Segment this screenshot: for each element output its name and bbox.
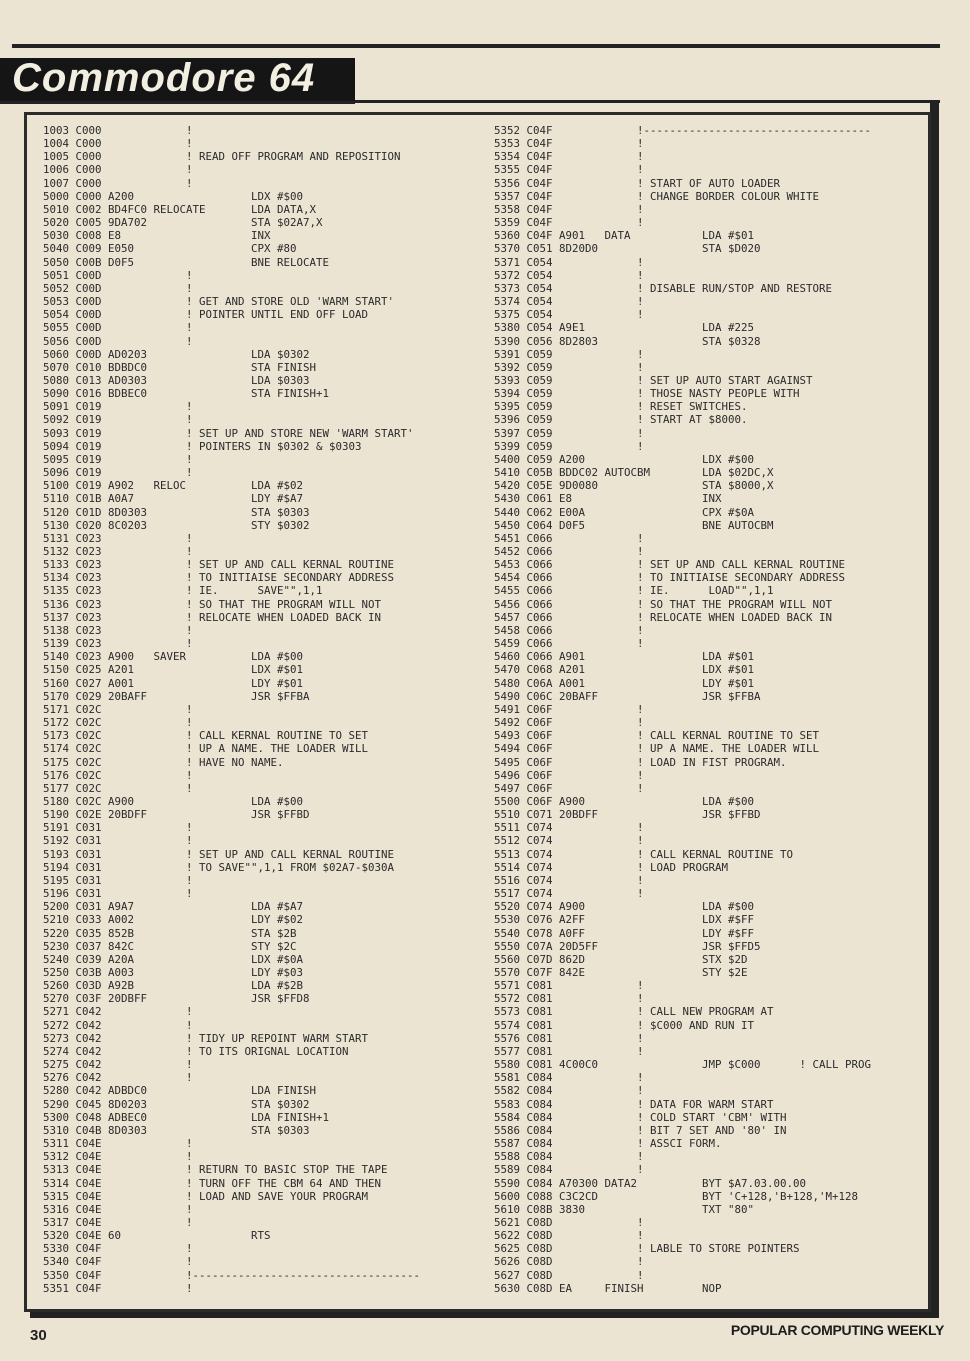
listing-line: 5392 C059 !	[494, 360, 644, 374]
listing-line: 5060 C00D AD0203 LDA $0302	[43, 347, 310, 361]
listing-line: 5172 C02C !	[43, 716, 193, 730]
listing-line: 5621 C08D !	[494, 1215, 644, 1229]
frame-shadow-bottom	[30, 1312, 939, 1318]
listing-line: 5096 C019 !	[43, 466, 193, 480]
listing-line: 5080 C013 AD0303 LDA $0303	[43, 373, 310, 387]
listing-line: 5370 C051 8D20D0 STA $D020	[494, 242, 761, 256]
listing-line: 5000 C000 A200 LDX #$00	[43, 189, 304, 203]
listing-line: 5394 C059 ! THOSE NASTY PEOPLE WITH	[494, 387, 800, 401]
listing-line: 5520 C074 A900 LDA #$00	[494, 900, 755, 914]
listing-line: 5055 C00D !	[43, 321, 193, 335]
listing-line: 5010 C002 BD4FC0 RELOCATE LDA DATA,X	[43, 202, 317, 216]
listing-line: 5354 C04F !	[494, 150, 644, 164]
listing-line: 5589 C084 !	[494, 1163, 644, 1177]
listing-line: 5550 C07A 20D5FF JSR $FFD5	[494, 939, 761, 953]
listing-line: 5430 C061 E8 INX	[494, 492, 722, 506]
listing-line: 5480 C06A A001 LDY #$01	[494, 676, 755, 690]
listing-line: 5171 C02C !	[43, 702, 193, 716]
listing-line: 5375 C054 !	[494, 308, 644, 322]
listing-line: 5494 C06F ! UP A NAME. THE LOADER WILL	[494, 742, 820, 756]
listing-line: 5496 C06F !	[494, 768, 644, 782]
listing-line: 5625 C08D ! LABLE TO STORE POINTERS	[494, 1242, 800, 1256]
listing-line: 5312 C04E !	[43, 1150, 193, 1164]
listing-line: 5051 C00D !	[43, 268, 193, 282]
listing-line: 5136 C023 ! SO THAT THE PROGRAM WILL NOT	[43, 597, 382, 611]
listing-line: 5175 C02C ! HAVE NO NAME.	[43, 755, 284, 769]
listing-line: 5360 C04F A901 DATA LDA #$01	[494, 229, 755, 243]
listing-line: 5272 C042 !	[43, 1018, 193, 1032]
listing-line: 5510 C071 20BDFF JSR $FFBD	[494, 808, 761, 822]
listing-line: 5280 C042 ADBDC0 LDA FINISH	[43, 1084, 317, 1098]
section-banner	[0, 58, 355, 104]
listing-line: 5260 C03D A92B LDA #$2B	[43, 979, 304, 993]
listing-line: 5091 C019 !	[43, 400, 193, 414]
listing-line: 5587 C084 ! ASSCI FORM.	[494, 1137, 722, 1151]
listing-line: 5271 C042 !	[43, 1005, 193, 1019]
listing-line: 5380 C054 A9E1 LDA #225	[494, 321, 755, 335]
listing-line: 5393 C059 ! SET UP AUTO START AGAINST	[494, 373, 813, 387]
listing-line: 5314 C04E ! TURN OFF THE CBM 64 AND THEN	[43, 1176, 382, 1190]
listing-line: 5371 C054 !	[494, 255, 644, 269]
listing-line: 5390 C056 8D2803 STA $0328	[494, 334, 761, 348]
listing-line: 5052 C00D !	[43, 281, 193, 295]
listing-line: 5358 C04F !	[494, 202, 644, 216]
listing-line: 5391 C059 !	[494, 347, 644, 361]
listing-line: 5440 C062 E00A CPX #$0A	[494, 505, 755, 519]
listing-line: 5094 C019 ! POINTERS IN $0302 & $0303	[43, 439, 362, 453]
listing-line: 1005 C000 ! READ OFF PROGRAM AND REPOSITION	[43, 150, 401, 164]
listing-line: 5395 C059 ! RESET SWITCHES.	[494, 400, 748, 414]
listing-line: 5173 C02C ! CALL KERNAL ROUTINE TO SET	[43, 729, 369, 743]
listing-line: 5110 C01B A0A7 LDY #$A7	[43, 492, 304, 506]
listing-line: 5497 C06F !	[494, 781, 644, 795]
listing-line: 5230 C037 842C STY $2C	[43, 939, 297, 953]
listing-line: 5397 C059 !	[494, 426, 644, 440]
listing-line: 5176 C02C !	[43, 768, 193, 782]
listing-line: 5191 C031 !	[43, 821, 193, 835]
listing-line: 5516 C074 !	[494, 873, 644, 887]
listing-line: 5250 C03B A003 LDY #$03	[43, 966, 304, 979]
listing-line: 5458 C066 !	[494, 623, 644, 637]
listing-line: 5420 C05E 9D0080 STA $8000,X	[494, 479, 774, 493]
listing-line: 5193 C031 ! SET UP AND CALL KERNAL ROUTINE	[43, 847, 395, 861]
listing-line: 5511 C074 !	[494, 821, 644, 835]
listing-line: 5315 C04E ! LOAD AND SAVE YOUR PROGRAM	[43, 1189, 369, 1203]
page-number: 30	[30, 1327, 47, 1344]
listing-line: 5373 C054 ! DISABLE RUN/STOP AND RESTORE	[494, 281, 833, 295]
listing-line: 5194 C031 ! TO SAVE"",1,1 FROM $02A7-$030A	[43, 860, 395, 874]
listing-line: 5500 C06F A900 LDA #$00	[494, 794, 755, 808]
listing-line: 5131 C023 !	[43, 531, 193, 545]
listing-line: 5399 C059 !	[494, 439, 644, 453]
listing-line: 5512 C074 !	[494, 834, 644, 848]
listing-line: 5330 C04F !	[43, 1242, 193, 1256]
listing-line: 5275 C042 !	[43, 1058, 193, 1072]
listing-line: 5340 C04F !	[43, 1255, 193, 1269]
listing-line: 5577 C081 !	[494, 1044, 644, 1058]
listing-line: 5576 C081 !	[494, 1031, 644, 1045]
listing-line: 5135 C023 ! IE. SAVE"",1,1	[43, 584, 323, 598]
listing-line: 5150 C025 A201 LDX #$01	[43, 663, 304, 677]
listing-line: 5196 C031 !	[43, 887, 193, 901]
listing-line: 5200 C031 A9A7 LDA #$A7	[43, 900, 304, 914]
listing-line: 5574 C081 ! $C000 AND RUN IT	[494, 1018, 755, 1032]
listing-line: 5492 C06F !	[494, 716, 644, 730]
listing-line: 5493 C06F ! CALL KERNAL ROUTINE TO SET	[494, 729, 820, 743]
listing-line: 5457 C066 ! RELOCATE WHEN LOADED BACK IN	[494, 610, 833, 624]
frame-shadow-right	[930, 102, 939, 1315]
listing-line: 5311 C04E !	[43, 1137, 193, 1151]
listing-line: 5454 C066 ! TO INITIAISE SECONDARY ADDRESS	[494, 571, 846, 585]
listing-line: 5054 C00D ! POINTER UNTIL END OFF LOAD	[43, 308, 369, 322]
listing-line: 5316 C04E !	[43, 1202, 193, 1216]
listing-line: 5452 C066 !	[494, 545, 644, 558]
listing-line: 5610 C08B 3830 TXT "80"	[494, 1202, 755, 1216]
banner-rule	[355, 100, 940, 103]
listing-line: 5456 C066 ! SO THAT THE PROGRAM WILL NOT	[494, 597, 833, 611]
listing-line: 5177 C02C !	[43, 781, 193, 795]
listing-line: 5240 C039 A20A LDX #$0A	[43, 952, 304, 966]
magazine-name: POPULAR COMPUTING WEEKLY	[730, 1322, 944, 1338]
listing-line: 5517 C074 !	[494, 887, 644, 901]
listing-line: 5630 C08D EA FINISH NOP	[494, 1281, 722, 1295]
listing-line: 5590 C084 A70300 DATA2 BYT $A7.03.00.00	[494, 1176, 807, 1190]
listing-line: 5580 C081 4C00C0 JMP $C000 ! CALL PROG	[494, 1058, 872, 1072]
listing-line: 5132 C023 !	[43, 545, 193, 558]
listing-line: 5120 C01D 8D0303 STA $0303	[43, 505, 310, 519]
listing-line: 5455 C066 ! IE. LOAD"",1,1	[494, 584, 774, 598]
listing-line: 5274 C042 ! TO ITS ORIGNAL LOCATION	[43, 1044, 349, 1058]
listing-line: 5540 C078 A0FF LDY #$FF	[494, 926, 755, 940]
listing-column-right	[494, 124, 924, 1295]
listing-line: 5160 C027 A001 LDY #$01	[43, 676, 304, 690]
listing-line: 5450 C064 D0F5 BNE AUTOCBM	[494, 518, 774, 532]
listing-line: 5195 C031 !	[43, 873, 193, 887]
listing-line: 5040 C009 E050 CPX #80	[43, 242, 297, 256]
listing-line: 5140 C023 A900 SAVER LDA #$00	[43, 650, 304, 664]
listing-line: 5090 C016 BDBEC0 STA FINISH+1	[43, 387, 330, 401]
listing-line: 5372 C054 !	[494, 268, 644, 282]
listing-line: 5300 C048 ADBEC0 LDA FINISH+1	[43, 1110, 330, 1124]
listing-line: 5092 C019 !	[43, 413, 193, 427]
listing-line: 5351 C04F !	[43, 1281, 193, 1295]
listing-line: 5584 C084 ! COLD START 'CBM' WITH	[494, 1110, 787, 1124]
listing-line: 5586 C084 ! BIT 7 SET AND '80' IN	[494, 1123, 787, 1137]
listing-line: 5270 C03F 20DBFF JSR $FFD8	[43, 992, 310, 1006]
listing-line: 5317 C04E !	[43, 1215, 193, 1229]
listing-line: 5573 C081 ! CALL NEW PROGRAM AT	[494, 1005, 774, 1019]
listing-line: 5220 C035 852B STA $2B	[43, 926, 297, 940]
listing-line: 1003 C000 !	[43, 124, 193, 137]
listing-line: 5050 C00B D0F5 BNE RELOCATE	[43, 255, 330, 269]
listing-line: 5570 C07F 842E STY $2E	[494, 966, 748, 979]
listing-line: 5210 C033 A002 LDY #$02	[43, 913, 304, 927]
listing-line: 5355 C04F !	[494, 163, 644, 177]
listing-line: 5410 C05B BDDC02 AUTOCBM LDA $02DC,X	[494, 466, 774, 480]
listing-line: 5581 C084 !	[494, 1071, 644, 1085]
listing-line: 5356 C04F ! START OF AUTO LOADER	[494, 176, 781, 190]
listing-line: 1006 C000 !	[43, 163, 193, 177]
listing-line: 5451 C066 !	[494, 531, 644, 545]
listing-line: 1007 C000 !	[43, 176, 193, 190]
listing-line: 5053 C00D ! GET AND STORE OLD 'WARM START'	[43, 295, 395, 309]
listing-line: 5310 C04B 8D0303 STA $0303	[43, 1123, 310, 1137]
listing-line: 5459 C066 !	[494, 637, 644, 651]
listing-line: 5357 C04F ! CHANGE BORDER COLOUR WHITE	[494, 189, 820, 203]
listing-line: 5170 C029 20BAFF JSR $FFBA	[43, 689, 310, 703]
listing-line: 5192 C031 !	[43, 834, 193, 848]
listing-line: 5622 C08D !	[494, 1229, 644, 1243]
listing-line: 5530 C076 A2FF LDX #$FF	[494, 913, 755, 927]
listing-line: 5320 C04E 60 RTS	[43, 1229, 271, 1243]
listing-line: 5514 C074 ! LOAD PROGRAM	[494, 860, 729, 874]
listing-line: 5313 C04E ! RETURN TO BASIC STOP THE TAPE	[43, 1163, 388, 1177]
listing-line: 5396 C059 ! START AT $8000.	[494, 413, 748, 427]
listing-line: 5572 C081 !	[494, 992, 644, 1006]
listing-line: 5560 C07D 862D STX $2D	[494, 952, 748, 966]
listing-line: 5490 C06C 20BAFF JSR $FFBA	[494, 689, 761, 703]
listing-line: 5134 C023 ! TO INITIAISE SECONDARY ADDRESS	[43, 571, 395, 585]
listing-line: 5513 C074 ! CALL KERNAL ROUTINE TO	[494, 847, 794, 861]
listing-line: 5588 C084 !	[494, 1150, 644, 1164]
listing-line: 5627 C08D !	[494, 1268, 644, 1282]
listing-line: 5571 C081 !	[494, 979, 644, 993]
listing-line: 5273 C042 ! TIDY UP REPOINT WARM START	[43, 1031, 369, 1045]
listing-line: 5133 C023 ! SET UP AND CALL KERNAL ROUTINE	[43, 558, 395, 572]
listing-line: 5020 C005 9DA702 STA $02A7,X	[43, 216, 323, 230]
listing-line: 5180 C02C A900 LDA #$00	[43, 794, 304, 808]
listing-line: 5137 C023 ! RELOCATE WHEN LOADED BACK IN	[43, 610, 382, 624]
listing-line: 5583 C084 ! DATA FOR WARM START	[494, 1097, 774, 1111]
listing-line: 5600 C088 C3C2CD BYT 'C+128,'B+128,'M+128	[494, 1189, 859, 1203]
listing-line: 5190 C02E 20BDFF JSR $FFBD	[43, 808, 310, 822]
listing-line: 5056 C00D !	[43, 334, 193, 348]
listing-line: 5353 C04F !	[494, 137, 644, 151]
section-title: Commodore 64	[12, 56, 316, 100]
listing-column-left	[43, 124, 473, 1295]
listing-line: 5030 C008 E8 INX	[43, 229, 271, 243]
listing-line: 5070 C010 BDBDC0 STA FINISH	[43, 360, 317, 374]
top-rule	[12, 44, 940, 48]
listing-line: 5460 C066 A901 LDA #$01	[494, 650, 755, 664]
listing-line: 5359 C04F !	[494, 216, 644, 230]
listing-line: 5491 C06F !	[494, 702, 644, 716]
listing-line: 5350 C04F !-----------------------------------	[43, 1268, 421, 1282]
listing-line: 5400 C059 A200 LDX #$00	[494, 452, 755, 466]
listing-line: 5352 C04F !-----------------------------------	[494, 124, 872, 137]
listing-line: 5130 C020 8C0203 STY $0302	[43, 518, 310, 532]
listing-line: 5100 C019 A902 RELOC LDA #$02	[43, 479, 304, 493]
listing-line: 5095 C019 !	[43, 452, 193, 466]
listing-line: 5495 C06F ! LOAD IN FIST PROGRAM.	[494, 755, 787, 769]
listing-line: 5470 C068 A201 LDX #$01	[494, 663, 755, 677]
listing-line: 5626 C08D !	[494, 1255, 644, 1269]
listing-line: 5276 C042 !	[43, 1071, 193, 1085]
listing-line: 5582 C084 !	[494, 1084, 644, 1098]
listing-line: 5093 C019 ! SET UP AND STORE NEW 'WARM START'	[43, 426, 414, 440]
listing-line: 5374 C054 !	[494, 295, 644, 309]
listing-line: 5139 C023 !	[43, 637, 193, 651]
listing-line: 5174 C02C ! UP A NAME. THE LOADER WILL	[43, 742, 369, 756]
listing-line: 5290 C045 8D0203 STA $0302	[43, 1097, 310, 1111]
listing-line: 1004 C000 !	[43, 137, 193, 151]
listing-line: 5453 C066 ! SET UP AND CALL KERNAL ROUTINE	[494, 558, 846, 572]
listing-line: 5138 C023 !	[43, 623, 193, 637]
